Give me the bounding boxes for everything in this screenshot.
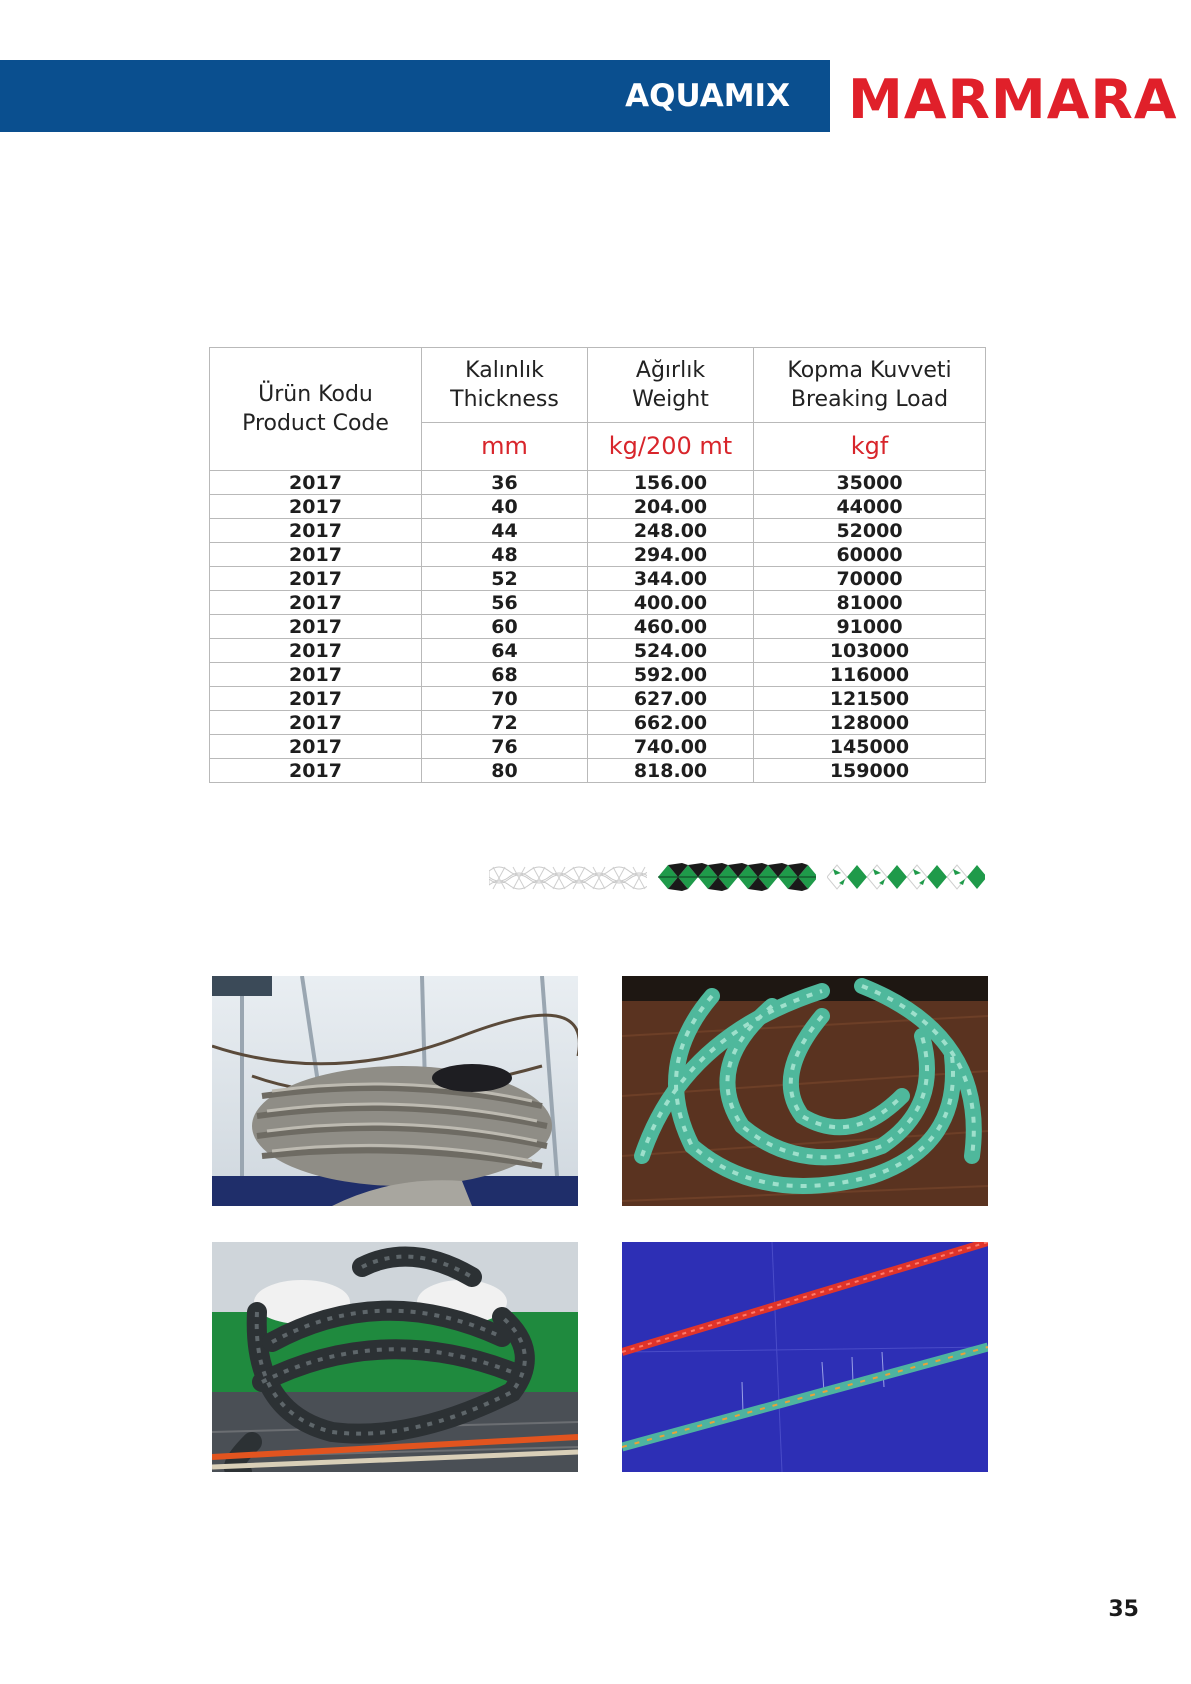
cell-code: 2017 [210, 687, 422, 711]
cell-thickness: 56 [422, 591, 588, 615]
cell-thickness: 60 [422, 615, 588, 639]
cell-breaking: 128000 [754, 711, 986, 735]
cell-weight: 294.00 [588, 543, 754, 567]
table-row [210, 495, 986, 519]
cell-thickness: 44 [422, 519, 588, 543]
table-row [210, 711, 986, 735]
cell-weight: 662.00 [588, 711, 754, 735]
cell-weight: 248.00 [588, 519, 754, 543]
product-title: AQUAMIX [625, 78, 790, 114]
cell-code: 2017 [210, 663, 422, 687]
page-number: 35 [1108, 1597, 1139, 1622]
cell-code: 2017 [210, 759, 422, 783]
table-row [210, 591, 986, 615]
table-row [210, 687, 986, 711]
photo-rope-on-bollard-ship [212, 976, 578, 1206]
cell-code: 2017 [210, 615, 422, 639]
header-product-code: Ürün Kodu Product Code [210, 348, 422, 471]
cell-thickness: 48 [422, 543, 588, 567]
cell-breaking: 159000 [754, 759, 986, 783]
cell-thickness: 70 [422, 687, 588, 711]
cell-breaking: 60000 [754, 543, 986, 567]
cell-breaking: 145000 [754, 735, 986, 759]
cell-code: 2017 [210, 567, 422, 591]
cell-breaking: 52000 [754, 519, 986, 543]
cell-breaking: 116000 [754, 663, 986, 687]
cell-weight: 344.00 [588, 567, 754, 591]
cell-breaking: 70000 [754, 567, 986, 591]
table-row [210, 567, 986, 591]
table-row [210, 663, 986, 687]
table-body [210, 471, 986, 783]
table-row [210, 543, 986, 567]
cell-code: 2017 [210, 471, 422, 495]
cell-code: 2017 [210, 591, 422, 615]
cell-thickness: 52 [422, 567, 588, 591]
cell-breaking: 44000 [754, 495, 986, 519]
cell-weight: 460.00 [588, 615, 754, 639]
cell-thickness: 80 [422, 759, 588, 783]
header-breaking-load: Kopma Kuvveti Breaking Load [754, 348, 986, 423]
cell-weight: 400.00 [588, 591, 754, 615]
cell-weight: 592.00 [588, 663, 754, 687]
cell-code: 2017 [210, 711, 422, 735]
cell-weight: 524.00 [588, 639, 754, 663]
green-white-rope-swatch [827, 861, 985, 893]
cell-weight: 818.00 [588, 759, 754, 783]
white-rope-swatch [489, 861, 647, 893]
spec-table [209, 347, 986, 783]
table-row [210, 735, 986, 759]
cell-code: 2017 [210, 543, 422, 567]
brand-logo: MARMARA [848, 68, 1178, 131]
cell-thickness: 76 [422, 735, 588, 759]
cell-weight: 156.00 [588, 471, 754, 495]
header-band [0, 60, 830, 132]
cell-breaking: 81000 [754, 591, 986, 615]
cell-thickness: 72 [422, 711, 588, 735]
cell-breaking: 103000 [754, 639, 986, 663]
table-row [210, 639, 986, 663]
unit-thickness: mm [422, 423, 588, 471]
cell-breaking: 91000 [754, 615, 986, 639]
cell-thickness: 40 [422, 495, 588, 519]
cell-weight: 204.00 [588, 495, 754, 519]
header-thickness: Kalınlık Thickness [422, 348, 588, 423]
unit-weight: kg/200 mt [588, 423, 754, 471]
green-black-rope-swatch [658, 861, 816, 893]
cell-breaking: 121500 [754, 687, 986, 711]
cell-thickness: 68 [422, 663, 588, 687]
table-row [210, 615, 986, 639]
cell-thickness: 36 [422, 471, 588, 495]
photo-ropes-against-blue-hull [622, 1242, 988, 1472]
photo-dark-rope-on-bollard [212, 1242, 578, 1472]
table-row [210, 519, 986, 543]
cell-code: 2017 [210, 495, 422, 519]
cell-breaking: 35000 [754, 471, 986, 495]
header-weight: Ağırlık Weight [588, 348, 754, 423]
table-row [210, 759, 986, 783]
cell-code: 2017 [210, 519, 422, 543]
cell-code: 2017 [210, 639, 422, 663]
photo-green-rope-coil [622, 976, 988, 1206]
cell-code: 2017 [210, 735, 422, 759]
cell-weight: 627.00 [588, 687, 754, 711]
unit-breaking-load: kgf [754, 423, 986, 471]
cell-weight: 740.00 [588, 735, 754, 759]
table-row [210, 471, 986, 495]
cell-thickness: 64 [422, 639, 588, 663]
